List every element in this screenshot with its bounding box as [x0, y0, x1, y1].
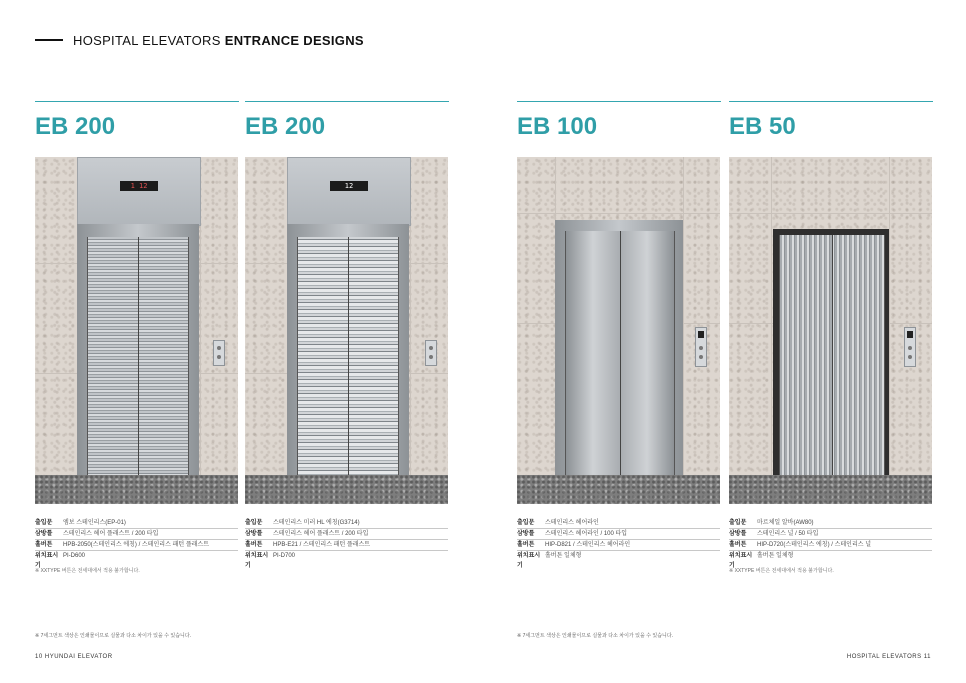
spec-value: HIP-D720(스테인리스 에칭) / 스테인리스 널	[757, 542, 872, 548]
spec-value: 스테인리스 헤어라인	[545, 520, 599, 526]
spec-row	[35, 551, 238, 569]
spec-row	[35, 529, 238, 540]
model-title: EB 200	[35, 113, 116, 140]
hall-call-button	[213, 340, 225, 366]
granite-floor	[245, 475, 448, 504]
model-title: EB 100	[517, 113, 598, 140]
spec-row	[517, 540, 720, 551]
elevator-door	[297, 237, 399, 475]
folio-right	[847, 654, 931, 660]
wall-seam	[889, 157, 890, 475]
door-split	[620, 231, 621, 476]
down-button-icon	[908, 355, 912, 359]
spec-key: 위치표시기	[517, 553, 541, 569]
wall-seam	[729, 213, 932, 214]
spec-key: 위치표시기	[729, 553, 753, 569]
folio-left	[35, 654, 113, 660]
spec-table	[517, 518, 720, 569]
spec-value: 스테인리스 널 / 50 타입	[757, 531, 819, 537]
spec-value: 엠보 스테인리스(EP-01)	[63, 520, 126, 526]
spec-value: PI-D600	[63, 553, 86, 559]
hall-call-button	[695, 327, 707, 367]
position-indicator-icon	[698, 331, 704, 338]
elevator-image	[245, 157, 448, 504]
spec-value: 스테인리스 헤어라인 / 100 타입	[545, 531, 628, 537]
panel-eb100	[517, 101, 721, 569]
spec-value: 스테인리스 헤어 플래스트 / 200 타입	[273, 531, 369, 537]
up-button-icon	[217, 346, 221, 350]
spec-table	[245, 518, 448, 569]
spec-row	[35, 518, 238, 529]
page-header	[35, 30, 364, 50]
spec-value: 홀버튼 일체형	[757, 553, 794, 559]
spec-row	[729, 551, 932, 569]
up-button-icon	[908, 346, 912, 350]
granite-floor	[729, 475, 932, 504]
spec-key: 출입문	[35, 520, 53, 526]
spec-key: 홀버튼	[517, 542, 535, 548]
wall-seam	[683, 157, 684, 475]
spec-value: HIP-D821 / 스테인리스 헤어라인	[545, 542, 631, 548]
elevator-image	[729, 157, 932, 504]
spec-key: 위치표시기	[35, 553, 59, 569]
spec-value: 마르체일 알바(AW80)	[757, 520, 814, 526]
hall-call-button	[904, 327, 916, 367]
granite-floor	[35, 475, 238, 504]
wall-seam	[517, 213, 720, 214]
up-button-icon	[429, 346, 433, 350]
spec-row	[245, 518, 448, 529]
spec-value: 홀버튼 일체형	[545, 553, 582, 559]
spec-table	[35, 518, 238, 569]
spec-key: 홀버튼	[35, 542, 53, 548]
spec-key: 삼방틀	[517, 531, 535, 537]
elevator-door	[87, 237, 189, 475]
door-split	[348, 237, 349, 475]
spec-value: PI-D700	[273, 553, 296, 559]
spec-row	[245, 551, 448, 569]
spec-table	[729, 518, 932, 569]
granite-floor	[517, 475, 720, 504]
spec-row	[245, 529, 448, 540]
folio-text: HOSPITAL ELEVATORS	[846, 654, 922, 660]
transom-panel	[77, 157, 201, 226]
floor-indicator: 1 12	[120, 181, 158, 191]
spec-row	[729, 540, 932, 551]
spec-key: 홀버튼	[729, 542, 747, 548]
spec-key: 출입문	[729, 520, 747, 526]
door-split	[138, 237, 139, 475]
footnote-left: ※ 7세그먼트 색상은 인쇄물이므로 실물과 다소 차이가 있을 수 있습니다.	[35, 633, 192, 639]
spec-key: 삼방틀	[35, 531, 53, 537]
panel-eb200-b	[245, 101, 449, 569]
up-button-icon	[699, 346, 703, 350]
position-indicator-icon	[907, 331, 913, 338]
spec-row	[517, 518, 720, 529]
door-split	[832, 235, 833, 476]
spec-value: HPB-E21 / 스테인리스 패턴 플래스트	[273, 542, 371, 548]
panel-eb50	[729, 101, 933, 574]
spec-key: 위치표시기	[245, 553, 269, 569]
spec-key: 삼방틀	[245, 531, 263, 537]
floor-indicator: 12	[330, 181, 368, 191]
elevator-door	[779, 235, 885, 476]
spec-key: 삼방틀	[729, 531, 747, 537]
spec-row	[517, 551, 720, 569]
down-button-icon	[699, 355, 703, 359]
header-title-light: HOSPITAL ELEVATORS	[73, 32, 221, 48]
page-number: 11	[923, 654, 931, 660]
spec-key: 출입문	[245, 520, 263, 526]
hall-call-button	[425, 340, 437, 366]
spec-value: 스테인리스 헤어 플래스트 / 200 타입	[63, 531, 159, 537]
spec-note: ※ XXTYPE 버튼은 전세대에서 적용 불가합니다.	[729, 568, 834, 574]
elevator-image	[517, 157, 720, 504]
header-rule	[35, 39, 63, 41]
down-button-icon	[217, 355, 221, 359]
spec-row	[517, 529, 720, 540]
panel-rule	[35, 101, 239, 102]
spec-row	[729, 518, 932, 529]
spec-note: ※ XXTYPE 버튼은 전세대에서 적용 불가합니다.	[35, 568, 140, 574]
model-title: EB 200	[245, 113, 326, 140]
spec-row	[245, 540, 448, 551]
elevator-door	[565, 231, 675, 476]
spec-value: HPB-2050(스테인리스 에칭) / 스테인리스 패턴 플래스트	[63, 542, 210, 548]
spec-key: 홀버튼	[245, 542, 263, 548]
wall-seam	[771, 157, 772, 475]
panel-rule	[729, 101, 933, 102]
spec-row	[35, 540, 238, 551]
transom-panel	[287, 157, 411, 226]
panel-rule	[517, 101, 721, 102]
down-button-icon	[429, 355, 433, 359]
model-title: EB 50	[729, 113, 796, 140]
elevator-image	[35, 157, 238, 504]
spec-key: 출입문	[517, 520, 535, 526]
header-title-bold: ENTRANCE DESIGNS	[224, 32, 364, 48]
panel-rule	[245, 101, 449, 102]
spec-row	[729, 529, 932, 540]
page-number: 10	[35, 654, 43, 660]
footnote-right: ※ 7세그먼트 색상은 인쇄물이므로 실물과 다소 차이가 있을 수 있습니다.	[517, 633, 674, 639]
panel-eb200-a	[35, 101, 239, 574]
folio-text: HYUNDAI ELEVATOR	[44, 654, 113, 660]
spec-value: 스테인리스 미러 HL 에칭(G3714)	[273, 520, 360, 526]
